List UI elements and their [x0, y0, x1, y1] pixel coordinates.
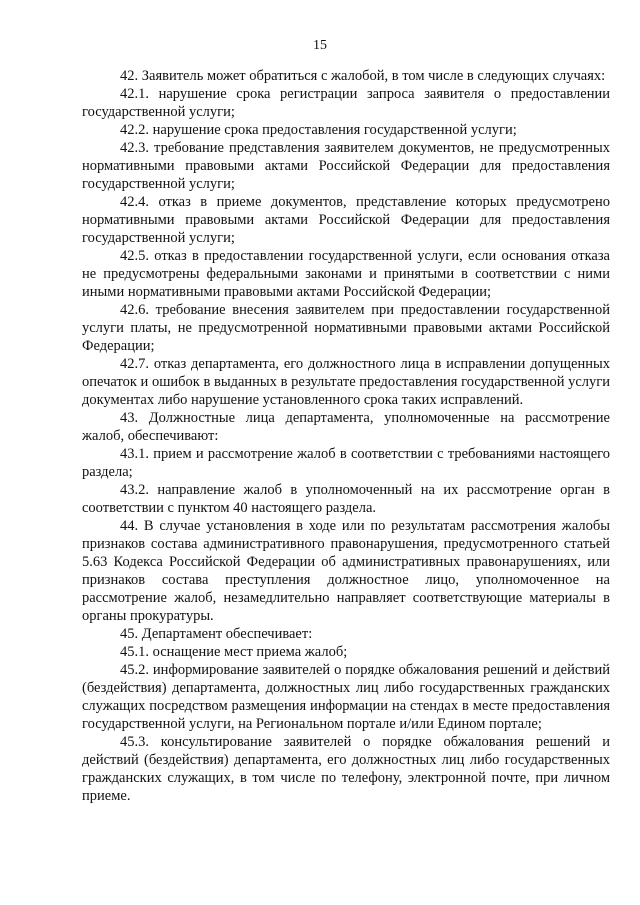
paragraph-44: 44. В случае установления в ходе или по результатам рассмотрения жалобы признаков состава административного правонарушения, предусмотренного статьей 5.63 Кодекса Российской Федерации об административных правонарушениях, или признаков состава преступления должностное лицо, уполномоченное на рассмотрение жалоб, незамедлительно направляет соответствующие материалы в органы прокуратуры.: [82, 518, 610, 624]
paragraph-42-2: 42.2. нарушение срока предоставления государственной услуги;: [120, 122, 517, 138]
paragraph-42-7: 42.7. отказ департамента, его должностного лица в исправлении допущенных опечаток и ошибок в выданных в результате предоставления государственной услуги документах либо нарушение установленного срока таких исправлений.: [82, 356, 610, 408]
paragraph-42: 42. Заявитель может обратиться с жалобой, в том числе в следующих случаях:: [120, 68, 606, 84]
paragraph-43: 43. Должностные лица департамента, уполномоченные на рассмотрение жалоб, обеспечивают:: [82, 410, 610, 444]
paragraph-45: 45. Департамент обеспечивает:: [120, 626, 313, 642]
paragraph-45-3: 45.3. консультирование заявителей о порядке обжалования решений и действий (бездействия) департамента, его должностных лиц либо государственных гражданских служащих, в том числе по телефону, электронной почте, при личном приеме.: [82, 734, 610, 804]
paragraph-45-2: 45.2. информирование заявителей о порядке обжалования решений и действий (бездействия) департамента, должностных лиц либо государственных гражданских служащих посредством размещения информации на стендах в месте предоставления государственной услуги, на Региональном портале и/или Едином портале;: [82, 662, 610, 732]
paragraph-42-3: 42.3. требование представления заявителем документов, не предусмотренных нормативными правовыми актами Российской Федерации для предоставления государственной услуги;: [82, 140, 610, 192]
paragraph-43-2: 43.2. направление жалоб в уполномоченный на их рассмотрение орган в соответствии с пунктом 40 настоящего раздела.: [82, 482, 610, 516]
page-number: 15: [313, 38, 327, 53]
paragraph-42-5: 42.5. отказ в предоставлении государственной услуги, если основания отказа не предусмотрены федеральными законами и принятыми в соответствии с ними иными нормативными правовыми актами Российской Федерации;: [82, 248, 610, 300]
paragraph-42-4: 42.4. отказ в приеме документов, представление которых предусмотрено нормативными правовыми актами Российской Федерации для предоставления государственной услуги;: [82, 194, 610, 246]
paragraph-43-1: 43.1. прием и рассмотрение жалоб в соответствии с требованиями настоящего раздела;: [82, 446, 610, 480]
paragraph-45-1: 45.1. оснащение мест приема жалоб;: [120, 644, 348, 660]
paragraph-42-6: 42.6. требование внесения заявителем при предоставлении государственной услуги платы, не предусмотренной нормативными правовыми актами Российской Федерации;: [82, 302, 610, 354]
document-body: [82, 67, 610, 805]
paragraph-42-1: 42.1. нарушение срока регистрации запроса заявителя о предоставлении государственной услуги;: [82, 86, 610, 120]
